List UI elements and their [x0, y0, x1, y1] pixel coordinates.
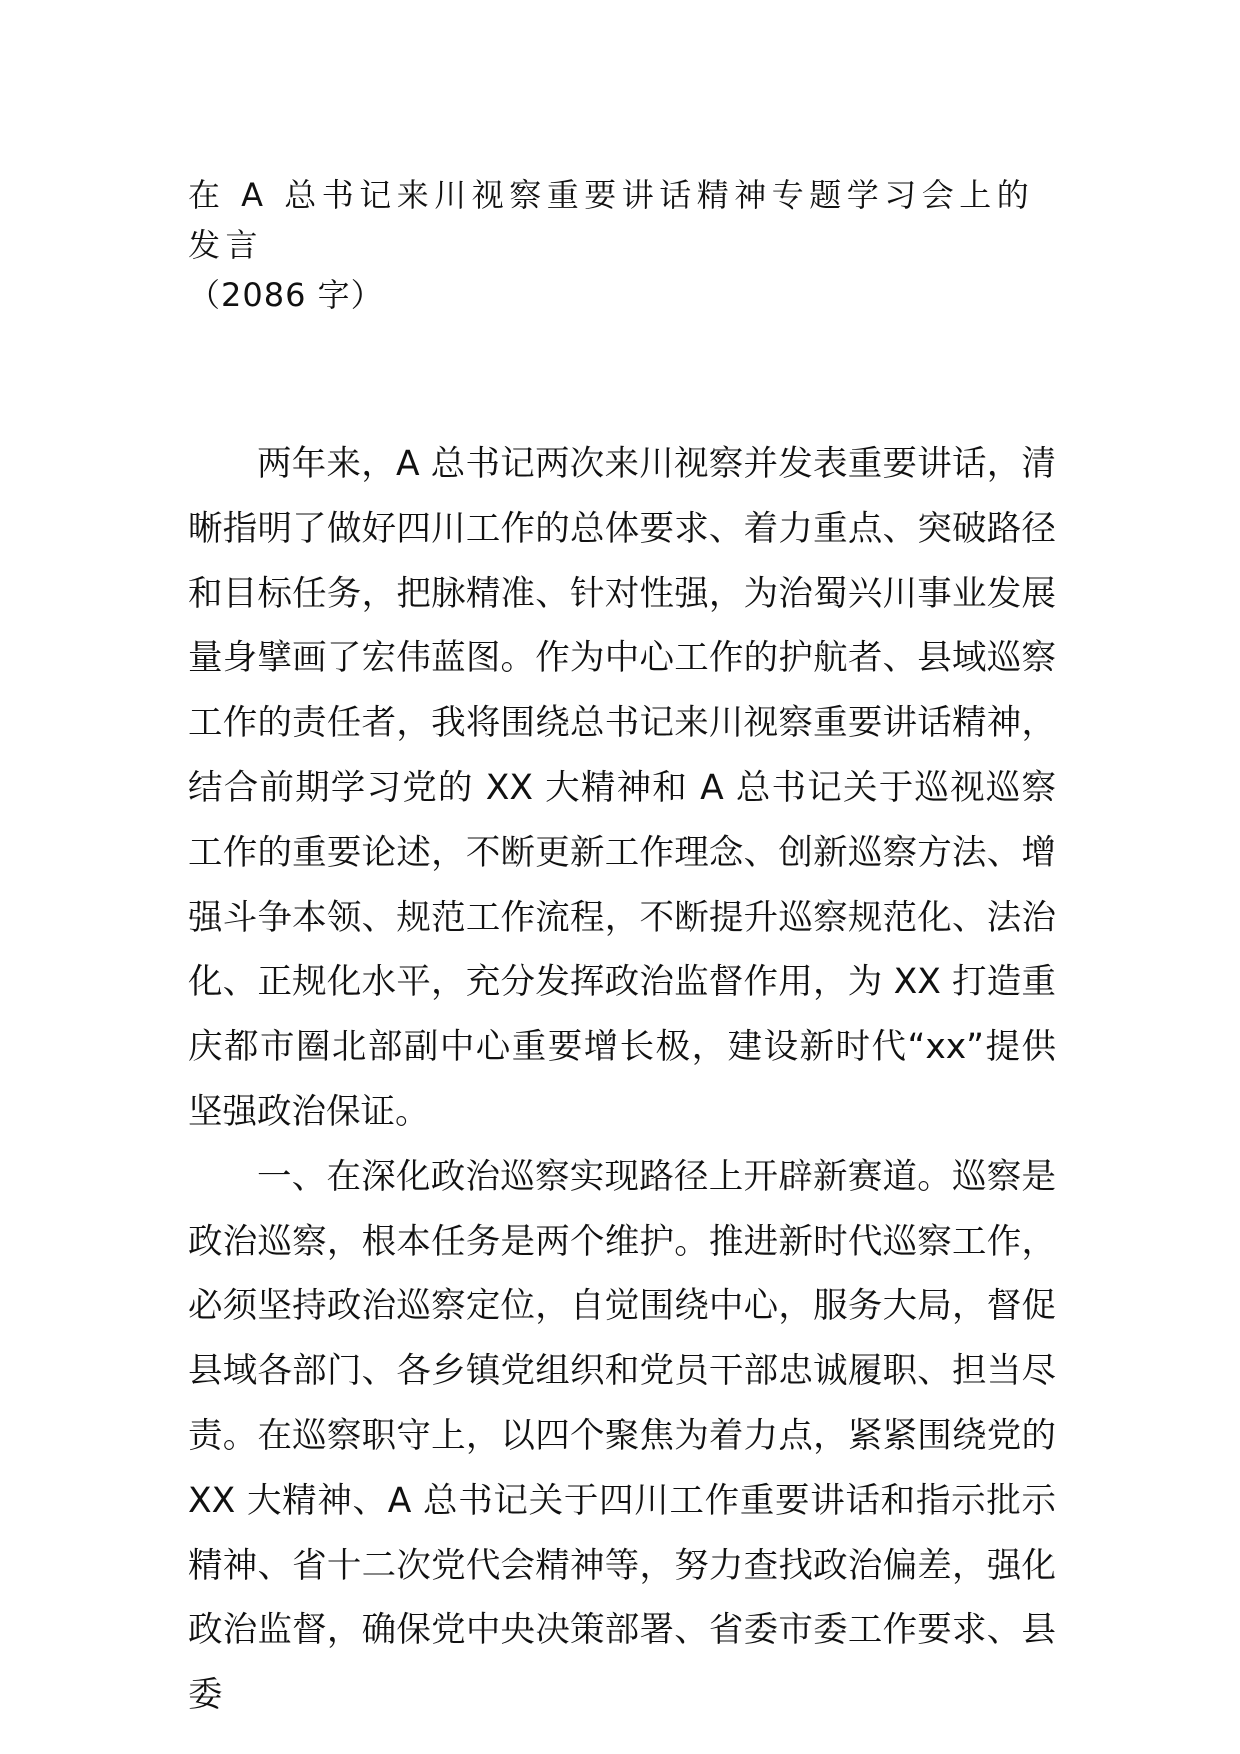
title-spacer [188, 320, 1056, 432]
document-title: 在 A 总书记来川视察重要讲话精神专题学习会上的发言 [188, 176, 1035, 264]
document-word-count: （2086 字） [188, 276, 384, 314]
paragraph-intro: 两年来，A 总书记两次来川视察并发表重要讲话，清晰指明了做好四川工作的总体要求、着力重点、突破路径和目标任务，把脉精准、针对性强，为治蜀兴川事业发展量身擘画了宏伟蓝图。作为中心工作的护航者、县域巡察工作的责任者，我将围绕总书记来川视察重要讲话精神，结合前期学习党的 XX 大精神和 A 总书记关于巡视巡察工作的重要论述，不断更新工作理念、创新巡察方法、增强斗争本领、规范工作流程，不断提升巡察规范化、法治化、正规化水平，充分发挥政治监督作用，为 XX 打造重庆都市圈北部副中心重要增长极，建设新时代“xx”提供坚强政治保证。 [188, 444, 1056, 1132]
paragraph-section-1: 一、在深化政治巡察实现路径上开辟新赛道。巡察是政治巡察，根本任务是两个维护。推进新时代巡察工作，必须坚持政治巡察定位，自觉围绕中心，服务大局，督促县域各部门、各乡镇党组织和党员干部忠诚履职、担当尽责。在巡察职守上，以四个聚焦为着力点，紧紧围绕党的 XX 大精神、A 总书记关于四川工作重要讲话和指示批示精神、省十二次党代会精神等，努力查找政治偏差，强化政治监督，确保党中央决策部署、省委市委工作要求、县委 [188, 1156, 1056, 1716]
document-page [188, 170, 1056, 1728]
